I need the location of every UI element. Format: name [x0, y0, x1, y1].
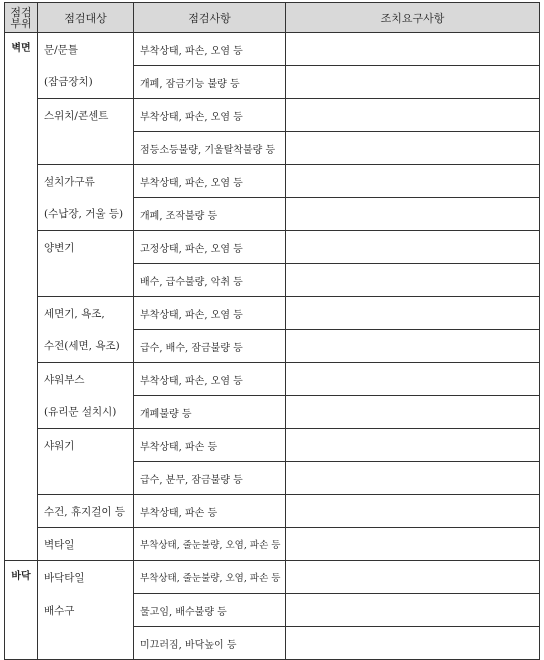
item-cell: 부착상태, 파손 등 — [134, 429, 286, 462]
target-cell: (유리문 설치시) — [38, 396, 134, 429]
item-cell: 부착상태, 파손, 오염 등 — [134, 363, 286, 396]
action-input-cell[interactable] — [286, 561, 540, 594]
target-cell — [38, 462, 134, 495]
table-row — [5, 132, 540, 165]
item-cell: 부착상태, 파손, 오염 등 — [134, 33, 286, 66]
table-row — [5, 627, 540, 660]
table-row — [5, 363, 540, 396]
inspection-table — [4, 2, 540, 660]
table-row — [5, 330, 540, 363]
table-header-row — [5, 3, 540, 33]
item-cell: 부착상태, 줄눈불량, 오염, 파손 등 — [134, 561, 286, 594]
action-input-cell[interactable] — [286, 627, 540, 660]
item-cell: 배수, 급수불량, 악취 등 — [134, 264, 286, 297]
table-row — [5, 231, 540, 264]
item-cell: 급수, 분무, 잠금불량 등 — [134, 462, 286, 495]
action-input-cell[interactable] — [286, 66, 540, 99]
target-cell: 배수구 — [38, 594, 134, 627]
header-target: 점검대상 — [38, 3, 134, 33]
action-input-cell[interactable] — [286, 396, 540, 429]
table-row — [5, 495, 540, 528]
target-cell: (수납장, 거울 등) — [38, 198, 134, 231]
header-part: 점검 부위 — [5, 3, 38, 33]
target-cell: 바닥타일 — [38, 561, 134, 594]
target-cell: 설치가구류 — [38, 165, 134, 198]
part-floor: 바닥 — [5, 561, 38, 660]
item-cell: 개폐, 조작불량 등 — [134, 198, 286, 231]
action-input-cell[interactable] — [286, 99, 540, 132]
item-cell: 부착상태, 파손, 오염 등 — [134, 165, 286, 198]
target-cell: 벽타일 — [38, 528, 134, 561]
action-input-cell[interactable] — [286, 297, 540, 330]
item-cell: 물고임, 배수불량 등 — [134, 594, 286, 627]
table-row — [5, 396, 540, 429]
action-input-cell[interactable] — [286, 198, 540, 231]
table-row — [5, 165, 540, 198]
item-cell: 미끄러짐, 바닥높이 등 — [134, 627, 286, 660]
target-cell: 수전(세면, 욕조) — [38, 330, 134, 363]
target-cell — [38, 627, 134, 660]
item-cell: 고정상태, 파손, 오염 등 — [134, 231, 286, 264]
table-row — [5, 594, 540, 627]
action-input-cell[interactable] — [286, 132, 540, 165]
table-row — [5, 429, 540, 462]
item-cell: 부착상태, 파손, 오염 등 — [134, 297, 286, 330]
table-row — [5, 99, 540, 132]
table-row — [5, 561, 540, 594]
target-cell: 양변기 — [38, 231, 134, 264]
item-cell: 개폐불량 등 — [134, 396, 286, 429]
action-input-cell[interactable] — [286, 330, 540, 363]
table-row — [5, 33, 540, 66]
action-input-cell[interactable] — [286, 231, 540, 264]
item-cell: 급수, 배수, 잠금불량 등 — [134, 330, 286, 363]
table-row — [5, 66, 540, 99]
target-cell: 세면기, 욕조, — [38, 297, 134, 330]
part-wall: 벽면 — [5, 33, 38, 561]
table-row — [5, 528, 540, 561]
table-row — [5, 198, 540, 231]
item-cell: 부착상태, 파손 등 — [134, 495, 286, 528]
header-item: 점검사항 — [134, 3, 286, 33]
action-input-cell[interactable] — [286, 363, 540, 396]
action-input-cell[interactable] — [286, 165, 540, 198]
target-cell: 수건, 휴지걸이 등 — [38, 495, 134, 528]
header-action: 조치요구사항 — [286, 3, 540, 33]
target-cell: 문/문틀 — [38, 33, 134, 66]
target-cell: 샤워기 — [38, 429, 134, 462]
target-cell — [38, 264, 134, 297]
item-cell: 개폐, 잠금기능 불량 등 — [134, 66, 286, 99]
target-cell — [38, 132, 134, 165]
action-input-cell[interactable] — [286, 264, 540, 297]
target-cell: 샤워부스 — [38, 363, 134, 396]
item-cell: 부착상태, 줄눈불량, 오염, 파손 등 — [134, 528, 286, 561]
action-input-cell[interactable] — [286, 495, 540, 528]
action-input-cell[interactable] — [286, 528, 540, 561]
action-input-cell[interactable] — [286, 33, 540, 66]
target-cell: (잠금장치) — [38, 66, 134, 99]
table-row — [5, 264, 540, 297]
table-row — [5, 297, 540, 330]
table-row — [5, 462, 540, 495]
action-input-cell[interactable] — [286, 462, 540, 495]
action-input-cell[interactable] — [286, 594, 540, 627]
action-input-cell[interactable] — [286, 429, 540, 462]
target-cell: 스위치/콘센트 — [38, 99, 134, 132]
item-cell: 점등소등불량, 기울탈착불량 등 — [134, 132, 286, 165]
item-cell: 부착상태, 파손, 오염 등 — [134, 99, 286, 132]
